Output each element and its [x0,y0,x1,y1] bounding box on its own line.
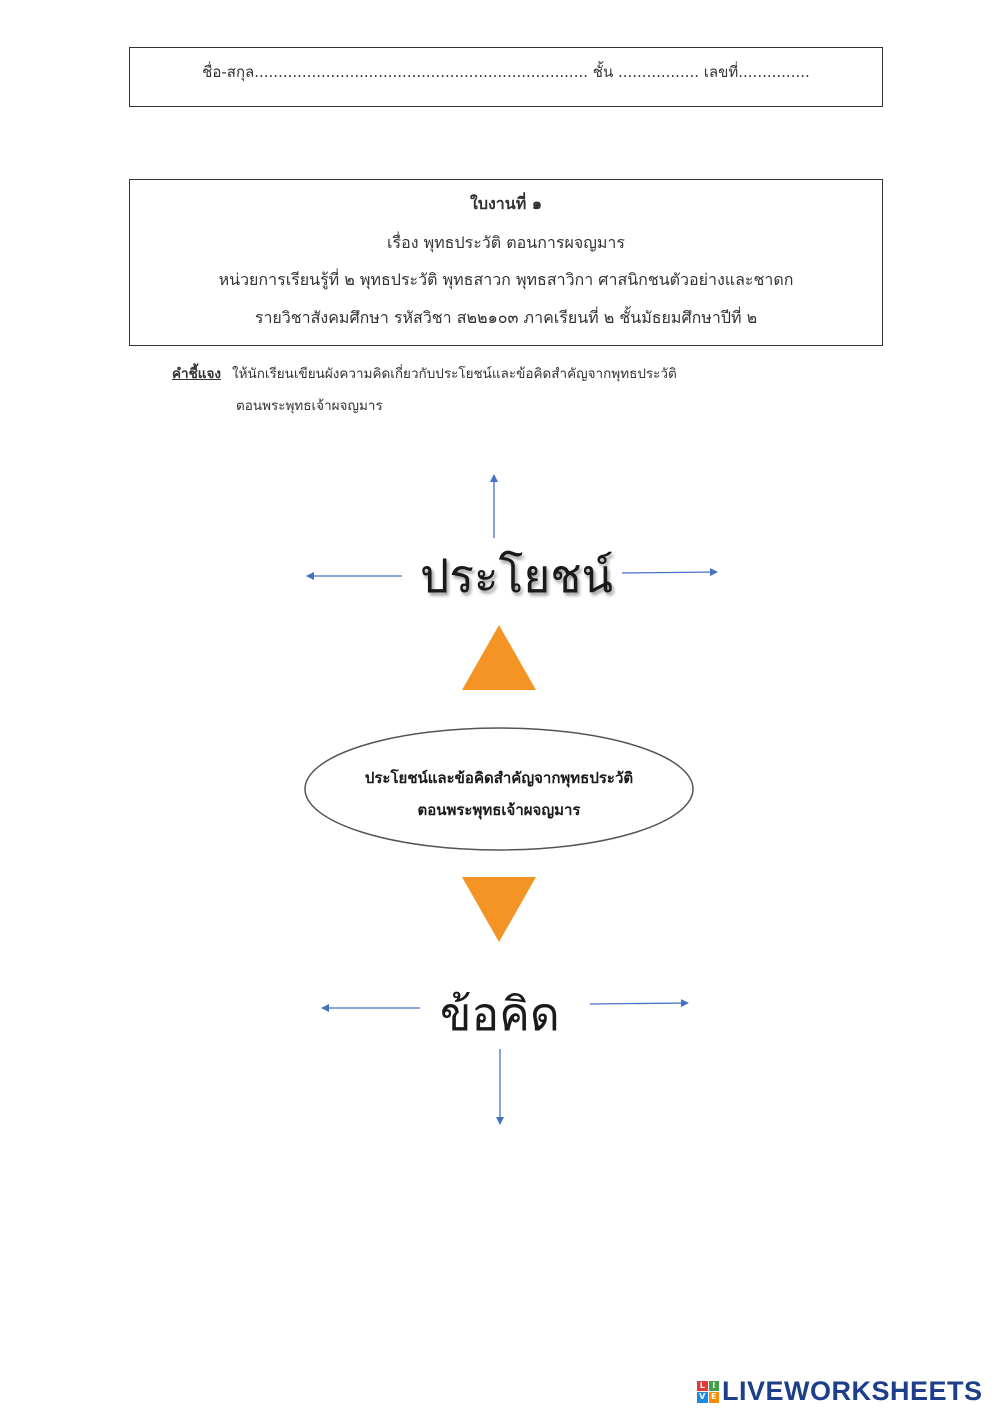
instructions-line-2: ตอนพระพุทธเจ้าผจญมาร [236,398,383,414]
benefit-heading: ประโยชน์ [420,549,613,603]
brand-name: LIVEWORKSHEETS [722,1376,983,1406]
up-triangle [462,625,536,690]
student-name-line: ชื่อ-สกุล...................................................................... ชั้น ................. เลขที่............... [202,63,810,81]
liveworksheets-logo-icon [697,1381,719,1403]
down-triangle [462,877,536,942]
center-topic-line-1: ประโยชน์และข้อคิดสำคัญจากพุทธประวัติ [364,769,634,787]
logo-letter: I [709,1381,720,1392]
logo-letter: E [709,1392,720,1403]
logo-letter: V [697,1392,708,1403]
logo-letter: L [697,1381,708,1392]
benefit-arrow-right [622,572,717,573]
worksheet-title: ใบงานที่ ๑ [470,194,542,213]
worksheet-unit: หน่วยการเรียนรู้ที่ ๒ พุทธประวัติ พุทธสาวก พุทธสาวิกา ศาสนิกชนตัวอย่างและชาดก [218,270,794,289]
instructions-label: คำชี้แจง [172,366,221,382]
center-topic [304,762,694,826]
worksheet-course: รายวิชาสังคมศึกษา รหัสวิชา ส๒๒๑๐๓ ภาคเรียนที่ ๒ ชั้นมัธยมศึกษาปีที่ ๒ [254,308,758,327]
instructions-line-1: ให้นักเรียนเขียนผังความคิดเกี่ยวกับประโยชน์และข้อคิดสำคัญจากพุทธประวัติ [232,366,677,382]
worksheet-topic: เรื่อง พุทธประวัติ ตอนการผจญมาร [387,233,625,252]
liveworksheets-brand [697,1376,983,1407]
idea-arrow-right [590,1003,688,1004]
idea-heading: ข้อคิด [440,987,560,1041]
center-topic-line-2: ตอนพระพุทธเจ้าผจญมาร [417,801,581,819]
